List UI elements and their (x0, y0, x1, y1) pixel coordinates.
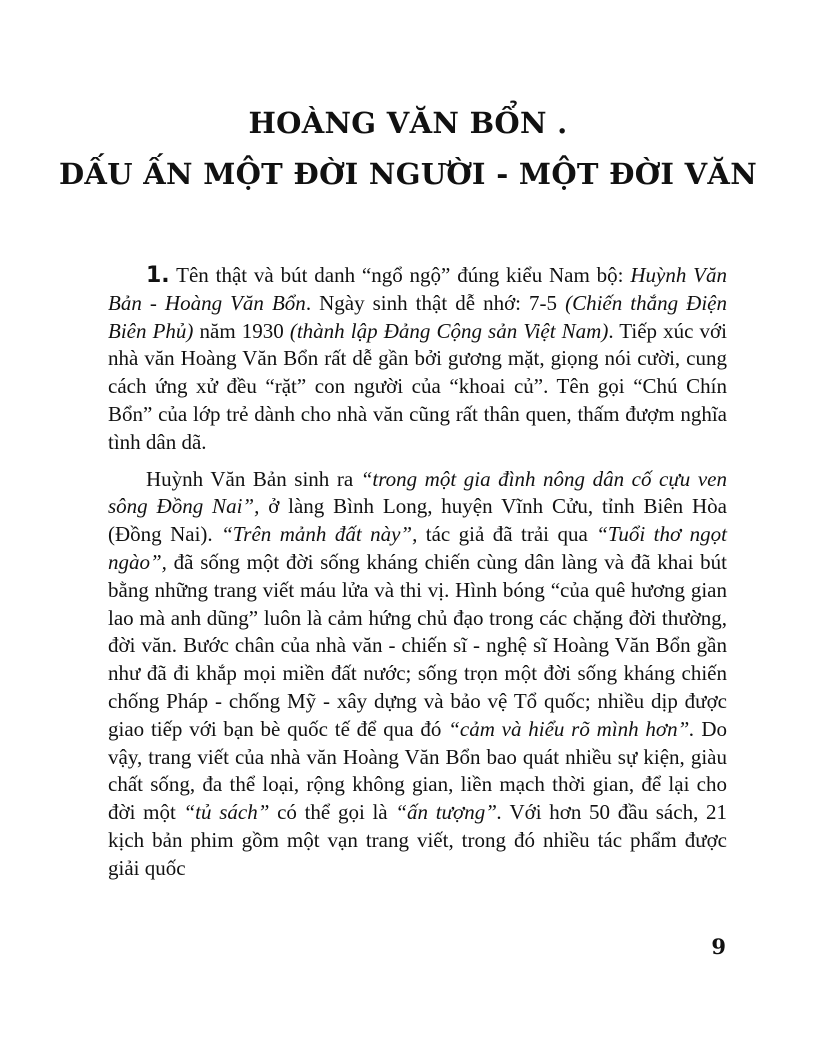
p2-quote-childhood: “Tuổi thơ ngọt ngào”, (108, 522, 727, 574)
title-line-1: HOÀNG VĂN BỔN . (248, 106, 568, 140)
p2-quote-family: “trong một gia đình nông dân cố cựu ven sông Đồng Nai”, (108, 466, 728, 519)
body-text (108, 262, 727, 883)
p1-text-c: . Ngày sinh thật dễ nhớ: 7-5 (305, 290, 566, 315)
p2-text-i: Do vậy, trang viết của nhà văn Hoàng Văn Bổn bao quát nhiều sự kiện, giàu chất sống, đa thể loại, rộng không gian, liền mạch thời gian, để lại cho đời một (108, 716, 728, 825)
p2-quote-bookcase: “tủ sách” (183, 800, 270, 825)
paragraph-1 (108, 262, 727, 457)
p2-text-c: ở làng Bình Long, huyện Vĩnh Cửu, tỉnh Biên Hòa (Đồng Nai). (108, 494, 727, 547)
p1-author-names: Huỳnh Văn Bản - Hoàng Văn Bổn (108, 263, 727, 315)
p1-dien-bien-phu: (Chiến thắng Điện Biên Phủ) (108, 290, 727, 343)
p2-quote-land: “Trên mảnh đất này”, (221, 522, 418, 547)
p2-quote-understand: “cảm và hiểu rõ mình hơn”. (448, 716, 695, 741)
p2-quote-impression: “ấn tượng”. (395, 800, 503, 825)
section-number: 1. (146, 263, 170, 288)
p2-text-e: tác giả đã trải qua (417, 522, 597, 547)
paragraph-2 (108, 466, 727, 883)
p1-text-a: Tên thật và bút danh “ngổ ngộ” đúng kiểu Nam bộ: (169, 263, 631, 287)
p1-text-e: năm 1930 (193, 318, 290, 343)
p1-text-g: . Tiếp xúc với nhà văn Hoàng Văn Bổn rất dễ gần bởi gương mặt, giọng nói cười, cung cách ứng xử đều “rặt” con người của “khoai củ”. Tên gọi “Chú Chín Bổn” của lớp trẻ dành cho nhà văn cũng rất thân quen, thấm đượm nghĩa tình dân dã. (108, 318, 727, 454)
p1-party-founding: (thành lập Đảng Cộng sản Việt Nam) (289, 318, 609, 343)
title-line-2: DẤU ẤN MỘT ĐỜI NGƯỜI - MỘT ĐỜI VĂN (58, 157, 758, 191)
p2-text-a: Huỳnh Văn Bản sinh ra (146, 466, 361, 491)
page-number: 9 (711, 934, 726, 959)
p2-text-k: có thể gọi là (269, 800, 396, 825)
p2-text-m: Với hơn 50 đầu sách, 21 kịch bản phim gồm một vạn trang viết, trong đó nhiều tác phẩm được giải quốc (108, 800, 728, 880)
p2-text-g: đã sống một đời sống kháng chiến cùng dân làng và đã khai bút bằng những trang viết máu lửa và thi vị. Hình bóng “của quê hương gian lao mà anh dũng” luôn là cảm hứng chủ đạo trong các chặng đời thường, đời văn. Bước chân của nhà văn - chiến sĩ - nghệ sĩ Hoàng Văn Bổn gần như đã đi khắp mọi miền đất nước; sống trọn một đời sống kháng chiến chống Pháp - chống Mỹ - xây dựng và bảo vệ Tổ quốc; nhiều dịp được giao tiếp với bạn bè quốc tế để qua đó (108, 549, 727, 741)
